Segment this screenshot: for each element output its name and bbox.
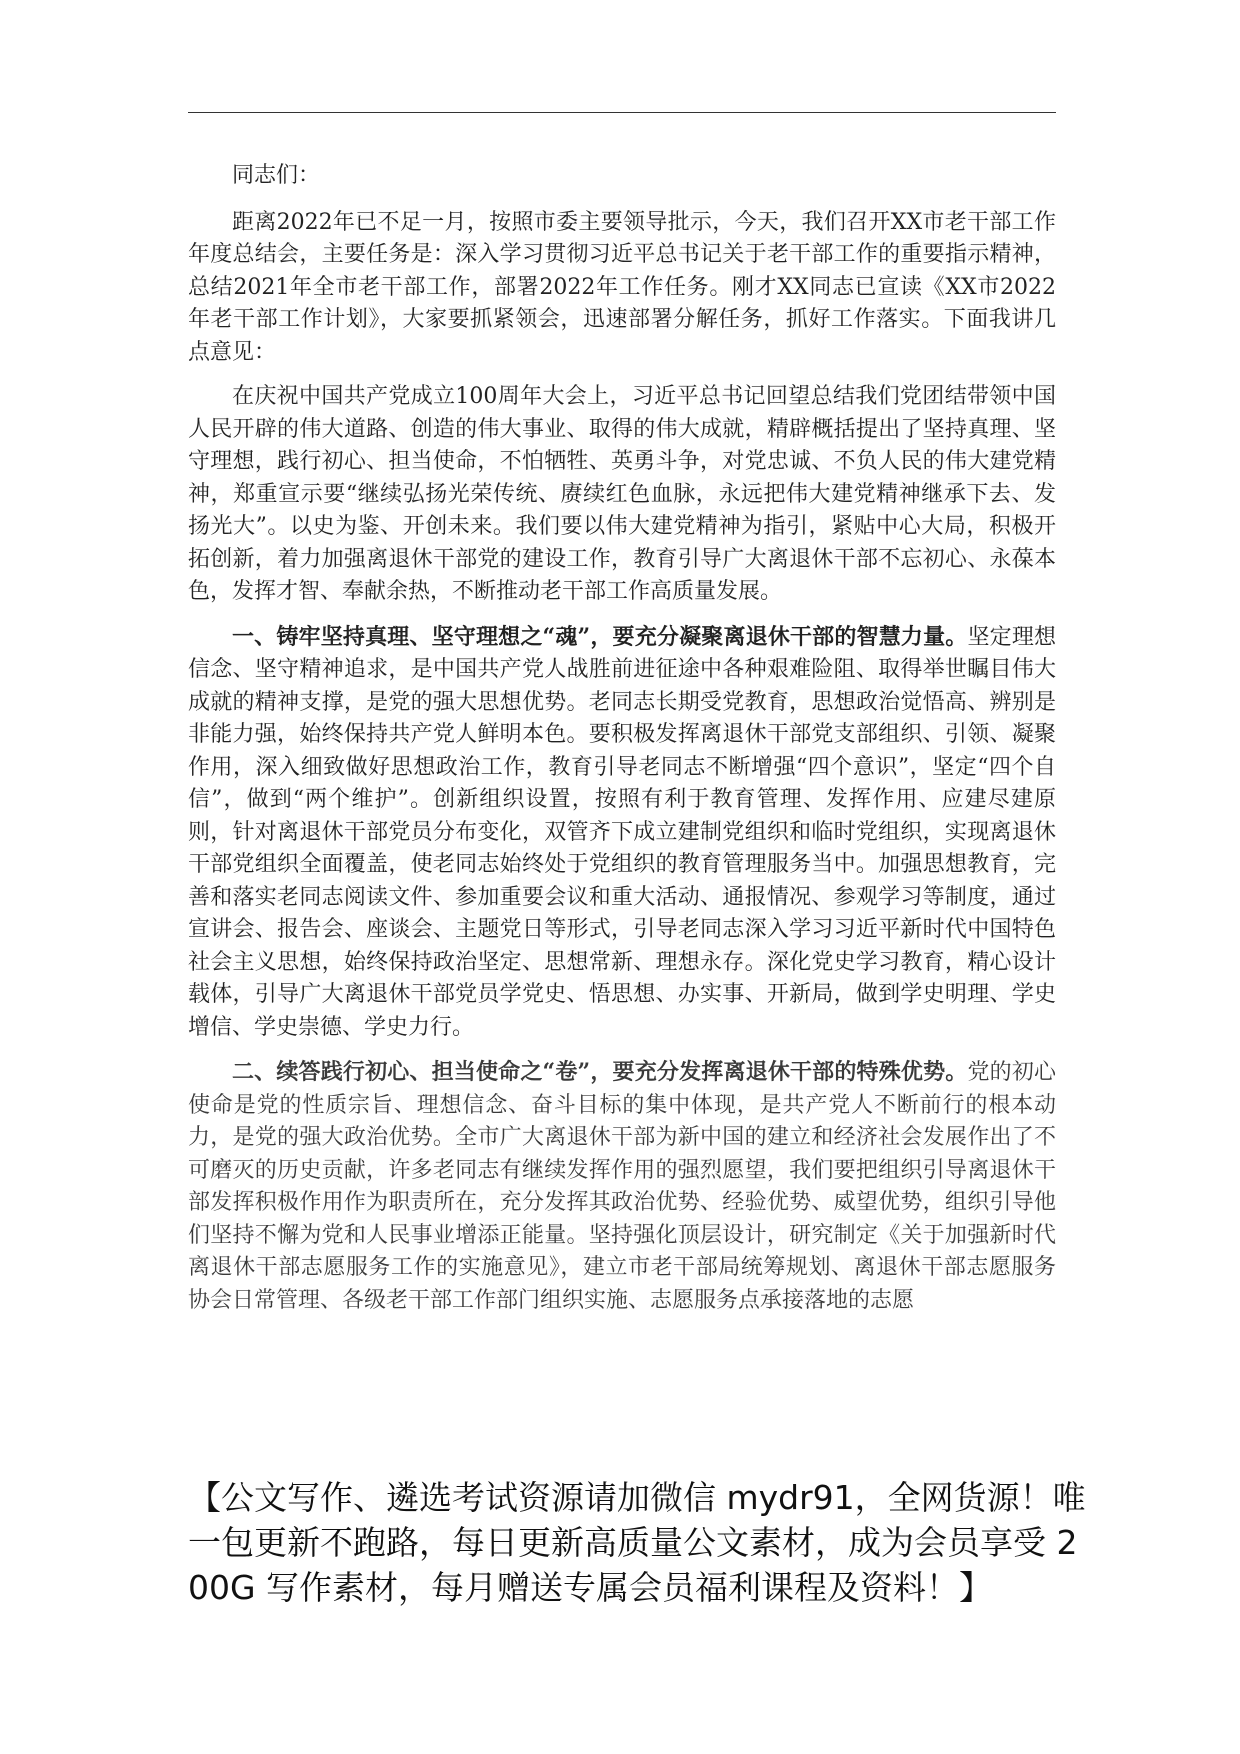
section-one-paragraph bbox=[188, 621, 1056, 1045]
header-rule bbox=[188, 112, 1056, 113]
document-body bbox=[188, 160, 1056, 1329]
section-two-heading: 二、续答践行初心、担当使命之“卷”，要充分发挥离退休干部的特殊优势。 bbox=[232, 1059, 968, 1085]
section-two-paragraph bbox=[188, 1056, 1056, 1317]
section-one-heading: 一、铸牢坚持真理、坚守理想之“魂”，要充分凝聚离退休干部的智慧力量。 bbox=[232, 623, 968, 650]
promo-notice: 【公文写作、遴选考试资源请加微信 mydr91，全网货源！唯一包更新不跑路，每日更新高质量公文素材，成为会员享受 200G 写作素材，每月赠送专属会员福利课程及资料！】 bbox=[188, 1478, 1086, 1607]
context-paragraph: 在庆祝中国共产党成立100周年大会上，习近平总书记回望总结我们党团结带领中国人民开辟的伟大道路、创造的伟大事业、取得的伟大成就，精辟概括提出了坚持真理、坚守理想，践行初心、担当使命，不怕牺牲、英勇斗争，对党忠诚、不负人民的伟大建党精神，郑重宣示要“继续弘扬光荣传统、赓续红色血脉，永远把伟大建党精神继承下去、发扬光大”。以史为鉴、开创未来。我们要以伟大建党精神为指引，紧贴中心大局，积极开拓创新，着力加强离退休干部党的建设工作，教育引导广大离退休干部不忘初心、永葆本色，发挥才智、奉献余热，不断推动老干部工作高质量发展。 bbox=[188, 384, 1056, 604]
section-one-body: 坚定理想信念、坚守精神追求，是中国共产党人战胜前进征途中各种艰难险阻、取得举世瞩目伟大成就的精神支撑，是党的强大思想优势。老同志长期受党教育，思想政治觉悟高、辨别是非能力强，始终保持共产党人鲜明本色。要积极发挥离退休干部党支部组织、引领、凝聚作用，深入细致做好思想政治工作，教育引导老同志不断增强“四个意识”，坚定“四个自信”，做到“两个维护”。创新组织设置，按照有利于教育管理、发挥作用、应建尽建原则，针对离退休干部党员分布变化，双管齐下成立建制党组织和临时党组织，实现离退休干部党组织全面覆盖，使老同志始终处于党组织的教育管理服务当中。加强思想教育，完善和落实老同志阅读文件、参加重要会议和重大活动、通报情况、参观学习等制度，通过宣讲会、报告会、座谈会、主题党日等形式，引导老同志深入学习习近平新时代中国特色社会主义思想，始终保持政治坚定、思想常新、理想永存。深化党史学习教育，精心设计载体，引导广大离退休干部党员学党史、悟思想、办实事、开新局，做到学史明理、学史增信、学史崇德、学史力行。 bbox=[188, 624, 1056, 1040]
section-two-body: 党的初心使命是党的性质宗旨、理想信念、奋斗目标的集中体现，是共产党人不断前行的根本动力，是党的强大政治优势。全市广大离退休干部为新中国的建立和经济社会发展作出了不可磨灭的历史贡献，许多老同志有继续发挥作用的强烈愿望，我们要把组织引导离退休干部发挥积极作用作为职责所在，充分发挥其政治优势、经验优势、威望优势，组织引导他们坚持不懈为党和人民事业增添正能量。坚持强化顶层设计，研究制定《关于加强新时代离退休干部志愿服务工作的实施意见》，建立市老干部局统筹规划、离退休干部志愿服务协会日常管理、各级老干部工作部门组织实施、志愿服务点承接落地的志愿 bbox=[188, 1060, 1056, 1313]
salutation: 同志们： bbox=[232, 163, 321, 188]
intro-paragraph: 距离2022年已不足一月，按照市委主要领导批示，今天，我们召开XX市老干部工作年度总结会，主要任务是：深入学习贯彻习近平总书记关于老干部工作的重要指示精神，总结2021年全市老干部工作，部署2022年工作任务。刚才XX同志已宣读《XX市2022年老干部工作计划》，大家要抓紧领会，迅速部署分解任务，抓好工作落实。下面我讲几点意见： bbox=[188, 209, 1056, 365]
